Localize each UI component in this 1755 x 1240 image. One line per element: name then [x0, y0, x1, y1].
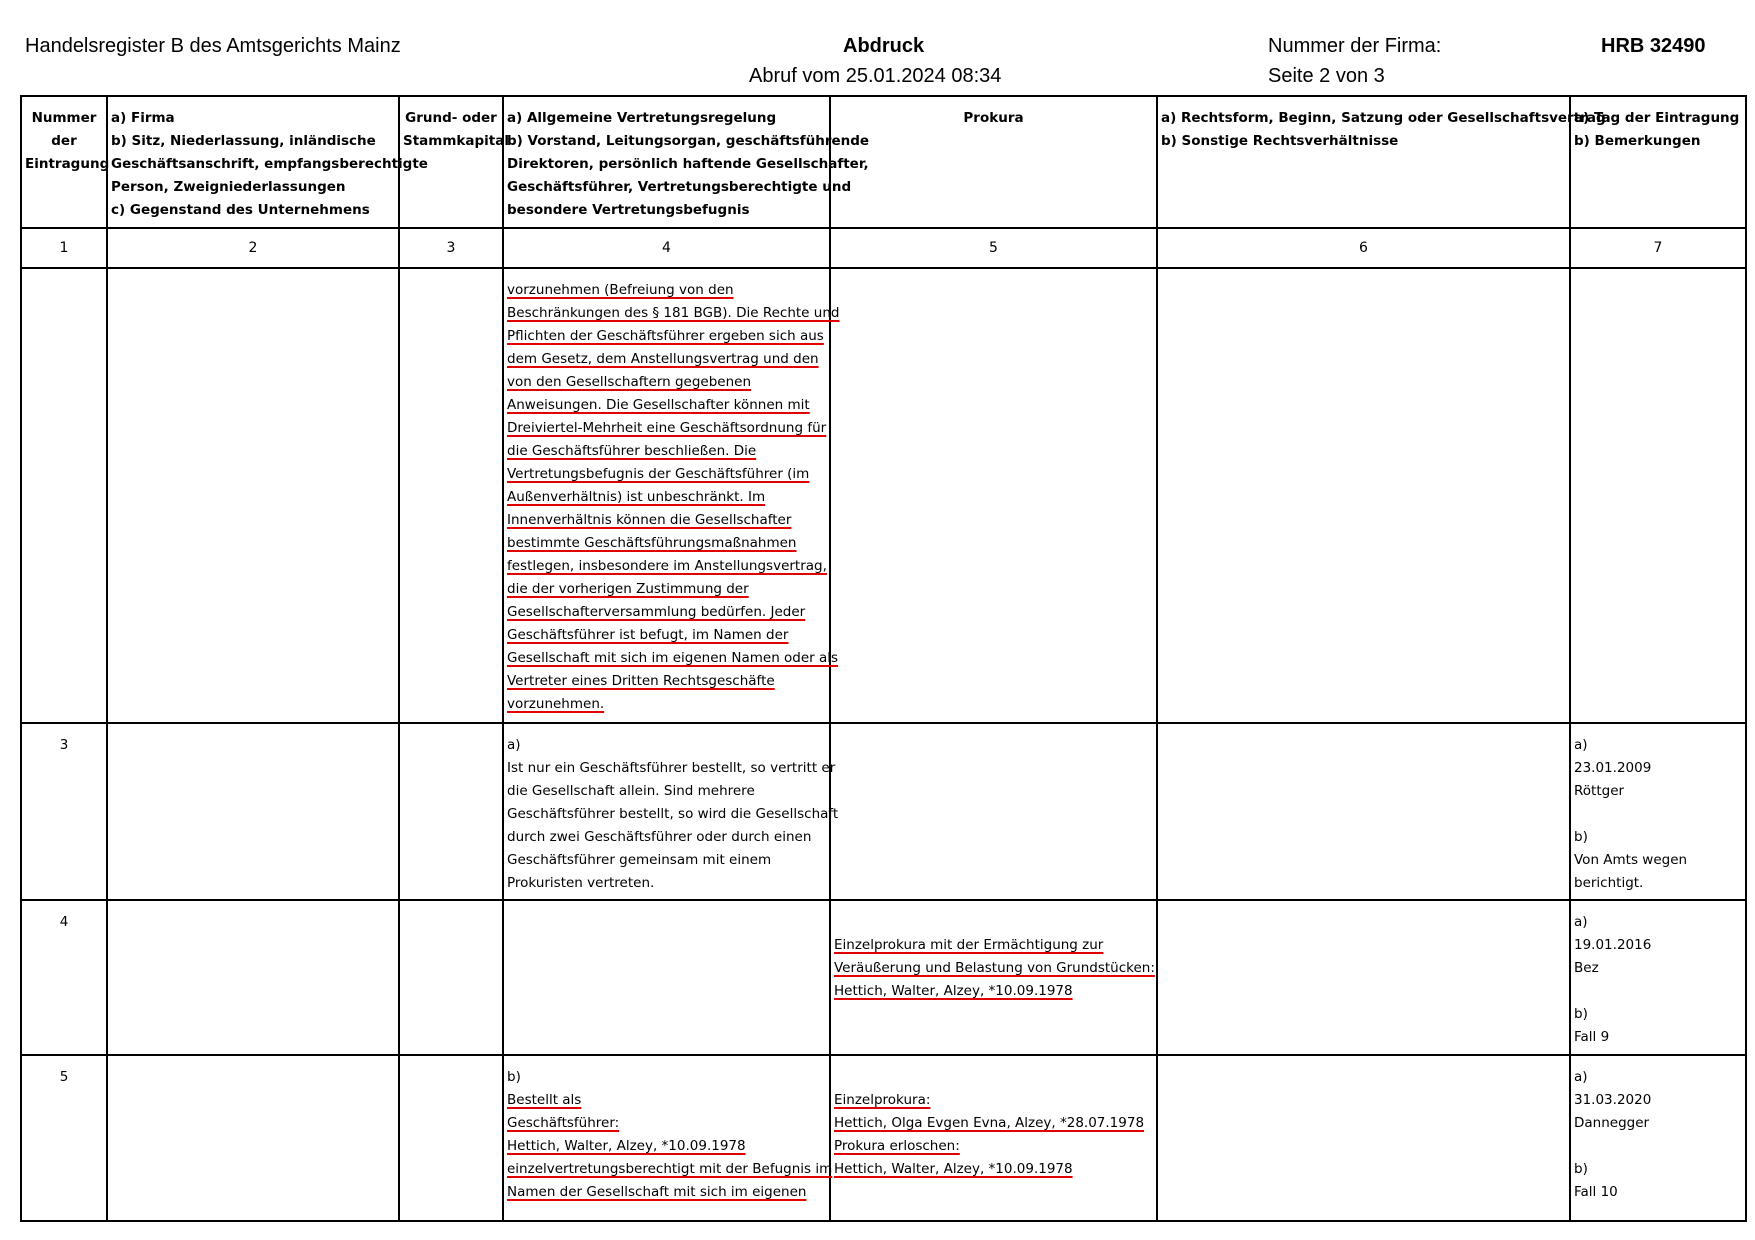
company-cell: [107, 723, 399, 900]
representation-cell: a) Ist nur ein Geschäftsführer bestellt, so vertritt er die Gesellschaft allein. Sind mehrere Geschäftsführer bestellt, so wird die Gesellschaft durch zwei Geschäftsführer oder durch einen Geschäftsführer gemeinsam mit einem Prokuristen vertreten.: [503, 723, 830, 900]
col-header-legal-form: a) Rechtsform, Beginn, Satzung oder Gesellschaftsvertrag b) Sonstige Rechtsverhältnisse: [1157, 96, 1570, 228]
company-number: HRB 32490: [1601, 35, 1706, 57]
underlined-text-line: von den Gesellschaftern gegebenen: [507, 374, 752, 390]
col-header-capital: Grund- oder Stammkapital: [399, 96, 503, 228]
underlined-text-line: bestimmte Geschäftsführungsmaßnahmen: [507, 535, 797, 551]
entry-number-cell: 4: [21, 900, 107, 1055]
underlined-text-line: Anweisungen. Die Gesellschafter können mit: [507, 397, 810, 413]
prokura-cell: [830, 723, 1157, 900]
table-row: [21, 1055, 1746, 1221]
company-cell: [107, 900, 399, 1055]
entry-date-cell: a) 19.01.2016 Bez b) Fall 9: [1570, 900, 1746, 1055]
legal-form-cell: [1157, 723, 1570, 900]
retrieval-timestamp: Abruf vom 25.01.2024 08:34: [749, 65, 1002, 87]
clerk-name: Bez: [1574, 960, 1599, 976]
column-number-row: [21, 228, 1746, 268]
col-number: 2: [107, 228, 399, 268]
page-indicator: Seite 2 von 3: [1268, 65, 1385, 87]
legal-form-cell: [1157, 268, 1570, 723]
entry-date-cell: [1570, 268, 1746, 723]
entry-number-cell: 5: [21, 1055, 107, 1221]
underlined-text-line: Außenverhältnis) ist unbeschränkt. Im: [507, 489, 766, 505]
capital-cell: [399, 900, 503, 1055]
underlined-text-line: Beschränkungen des § 181 BGB). Die Rechte und: [507, 305, 840, 321]
prokura-cell: Einzelprokura: Hettich, Olga Evgen Evna, Alzey, *28.07.1978 Prokura erloschen: Hettich, Walter, Alzey, *10.09.1978: [830, 1055, 1157, 1221]
entry-date: 23.01.2009: [1574, 760, 1652, 776]
underlined-text-line: Dreiviertel-Mehrheit eine Geschäftsordnung für: [507, 420, 827, 436]
company-cell: [107, 1055, 399, 1221]
clerk-name: Röttger: [1574, 783, 1625, 799]
col-header-entry-number: Nummer der Eintragung: [21, 96, 107, 228]
entry-number-cell: [21, 268, 107, 723]
capital-cell: [399, 1055, 503, 1221]
underlined-text-line: Gesellschafterversammlung bedürfen. Jeder: [507, 604, 806, 620]
col-number: 7: [1570, 228, 1746, 268]
underlined-text-line: dem Gesetz, dem Anstellungsvertrag und den: [507, 351, 819, 367]
entry-date: 19.01.2016: [1574, 937, 1652, 953]
company-number-label: Nummer der Firma:: [1268, 35, 1442, 57]
legal-form-cell: [1157, 1055, 1570, 1221]
representation-cell: [503, 268, 840, 723]
underlined-text-line: Gesellschaft mit sich im eigenen Namen oder als: [507, 650, 839, 666]
prokura-cell: Einzelprokura mit der Ermächtigung zur Veräußerung und Belastung von Grundstücken: Hettich, Walter, Alzey, *10.09.1978: [830, 900, 1157, 1055]
col-number: 4: [503, 228, 830, 268]
col-header-representation: a) Allgemeine Vertretungsregelung b) Vorstand, Leitungsorgan, geschäftsführende Direktoren, persönlich haftende Gesellschafter, Geschäftsführer, Vertretungsberechtigte und besondere Vertretungsbefugnis: [503, 96, 830, 228]
underlined-text-line: Vertretungsbefugnis der Geschäftsführer (im: [507, 466, 810, 482]
col-header-prokura: Prokura: [830, 96, 1157, 228]
capital-cell: [399, 723, 503, 900]
entry-number-cell: 3: [21, 723, 107, 900]
underlined-text-line: Geschäftsführer ist befugt, im Namen der: [507, 627, 789, 643]
entry-date-cell: a) 31.03.2020 Dannegger b) Fall 10: [1570, 1055, 1746, 1221]
underlined-text-line: vorzunehmen.: [507, 696, 605, 712]
col-header-entry-date: a) Tag der Eintragung b) Bemerkungen: [1570, 96, 1746, 228]
table-row: [21, 268, 1746, 723]
legal-form-cell: [1157, 900, 1570, 1055]
table-row: [21, 900, 1746, 1055]
register-court-title: Handelsregister B des Amtsgerichts Mainz: [25, 35, 401, 57]
document-type: Abdruck: [843, 35, 925, 57]
register-table: [20, 95, 1747, 1222]
item-label: a): [507, 737, 521, 753]
prokura-cell: [830, 268, 1157, 723]
entry-date: 31.03.2020: [1574, 1092, 1652, 1108]
col-header-company: a) Firma b) Sitz, Niederlassung, inländische Geschäftsanschrift, empfangsberechtigte Person, Zweigniederlassungen c) Gegenstand des Unternehmens: [107, 96, 399, 228]
representation-cell: b) Bestellt als Geschäftsführer: Hettich, Walter, Alzey, *10.09.1978 einzelvertretungsberechtigt mit der Befugnis im Namen der Gesellschaft mit sich im eigenen: [503, 1055, 830, 1221]
representation-cell: [503, 900, 830, 1055]
underlined-text-line: die Geschäftsführer beschließen. Die: [507, 443, 757, 459]
underlined-text-line: die der vorherigen Zustimmung der: [507, 581, 749, 597]
clerk-name: Dannegger: [1574, 1115, 1650, 1131]
capital-cell: [399, 268, 503, 723]
col-number: 5: [830, 228, 1157, 268]
company-cell: [107, 268, 399, 723]
col-number: 6: [1157, 228, 1570, 268]
underlined-text-line: vorzunehmen (Befreiung von den: [507, 282, 734, 298]
col-number: 1: [21, 228, 107, 268]
underlined-text-line: Innenverhältnis können die Gesellschafter: [507, 512, 792, 528]
column-header-row: [21, 96, 1746, 228]
underlined-text-line: Pflichten der Geschäftsführer ergeben sich aus: [507, 328, 824, 344]
item-label: b): [507, 1069, 521, 1085]
underlined-text-line: Vertreter eines Dritten Rechtsgeschäfte: [507, 673, 775, 689]
underlined-text-line: festlegen, insbesondere im Anstellungsvertrag,: [507, 558, 827, 574]
table-row: [21, 723, 1746, 900]
entry-date-cell: a) 23.01.2009 Röttger b) Von Amts wegen berichtigt.: [1570, 723, 1746, 900]
col-number: 3: [399, 228, 503, 268]
